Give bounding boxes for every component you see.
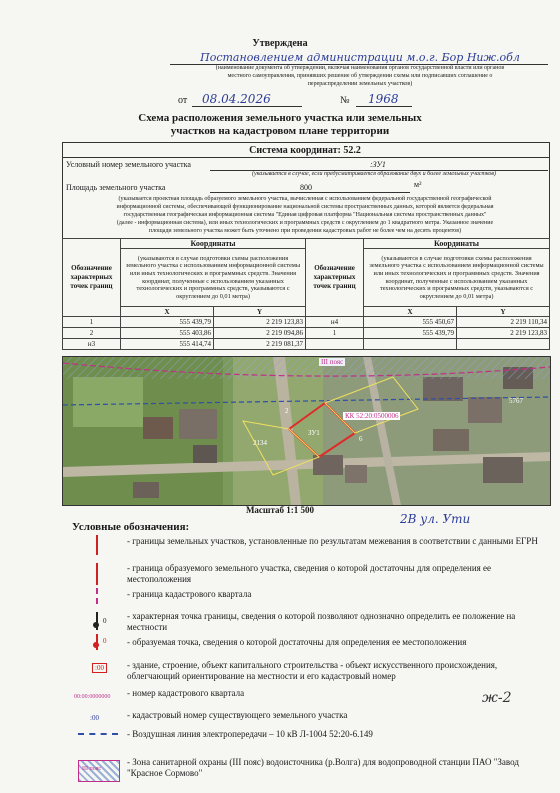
table-cell: 2 219 123,83	[457, 328, 550, 339]
egrn-boundary-symbol	[96, 535, 98, 555]
legend-power-line: - Воздушная линия электропередачи – 10 кВ Л-1004 52:20-6.149	[127, 729, 373, 739]
table-cell: 2 219 110,34	[457, 317, 550, 328]
legend-quarter-boundary: - граница кадастрового квартала	[127, 589, 252, 599]
table-cell: 2 219 081,37	[214, 339, 306, 350]
number-prefix: №	[340, 95, 350, 106]
approval-number: 1968	[368, 92, 399, 106]
approval-caption-2: местного самоуправления, принявших решение об утверждении схемы или подписавших соглашение о	[227, 73, 493, 79]
legend-egrn-boundary: - границы земельных участков, установленные по результатам межевания в соответствии с данными ЕГРН	[127, 536, 538, 546]
x-header-right: X	[364, 307, 457, 317]
new-point-dot-icon	[93, 642, 99, 648]
date-prefix: от	[178, 95, 188, 106]
table-cell: 555 439,79	[121, 317, 214, 328]
table-cell: 555 439,79	[364, 328, 457, 339]
map-scale: Масштаб 1:1 500	[245, 505, 315, 515]
area-unit: м²	[414, 180, 422, 189]
point-header-left: Обозначение характерных точек границ	[63, 239, 121, 317]
map-parcel-label: 2134	[253, 439, 267, 447]
legend-title: Условные обозначения:	[72, 521, 190, 533]
area-note-1: (указывается проектная площадь образуемого земельного участка, вычисленная с использованием федеральной государственной географической	[118, 196, 492, 202]
y-header-right: Y	[457, 307, 550, 317]
map-point-label: 6	[359, 435, 363, 443]
approval-document-handwritten: Постановлением администрации м.о.г. Бор Ниж.обл	[200, 51, 520, 64]
coords-header-left: Координаты	[121, 239, 306, 249]
approval-date: 08.04.2026	[202, 92, 271, 106]
x-header-left: X	[121, 307, 214, 317]
power-line-symbol	[78, 733, 118, 735]
coordinate-system: Система координат: 52.2	[249, 145, 361, 156]
table-cell	[306, 339, 364, 350]
conditional-number-value: :ЗУ1	[370, 160, 386, 169]
area-label: Площадь земельного участка	[66, 183, 166, 192]
handwritten-address: 2В ул. Ути	[400, 512, 471, 526]
table-cell: н3	[63, 339, 121, 350]
approval-heading: Утверждена	[252, 38, 308, 49]
coordinates-table	[62, 238, 550, 350]
approval-caption-1: (наименование документа об утверждении, включая наименования органов государственной власти или органов	[215, 65, 505, 71]
y-header-left: Y	[214, 307, 306, 317]
quarter-number-symbol: 00:00:0000000	[74, 694, 111, 700]
title-line-2: участков на кадастровом плане территории	[170, 125, 390, 137]
table-cell: 1	[63, 317, 121, 328]
table-cell: 555 414,74	[121, 339, 214, 350]
title-line-1: Схема расположения земельного участка или земельных	[138, 112, 422, 124]
margin-handwriting: ж-2	[482, 690, 512, 706]
table-cell: н4	[306, 317, 364, 328]
building-symbol: :00	[92, 663, 107, 673]
area-note-3: государственная географическая информационная система "Единая цифровая платформа "Национальная система пространственных данных"	[123, 212, 487, 218]
area-value: 800	[300, 183, 312, 192]
known-point-dot-icon	[93, 622, 99, 628]
legend-parcel-number: - кадастровый номер существующего земельного участка	[127, 710, 348, 720]
table-cell: 1	[306, 328, 364, 339]
table-cell: 2	[63, 328, 121, 339]
parcel-number-symbol: :00	[90, 714, 99, 722]
map-point-label: 2	[285, 407, 289, 415]
quarter-boundary-symbol	[96, 588, 98, 604]
coords-header-right: Координаты	[364, 239, 550, 249]
table-cell	[364, 339, 457, 350]
cadastral-map	[62, 356, 551, 506]
table-cell: 2 219 094,86	[214, 328, 306, 339]
coords-note-right: (указываются в случае подготовки схемы расположения земельного участка с использованием информационной системы или иных технологических и программных средств. Значения координат, полученные с использованием указанных технологических и программных средств, указываются с округлением до 0,01 метра)	[364, 249, 550, 307]
known-point-symbol-text: 0	[103, 617, 107, 625]
map-image	[63, 357, 550, 505]
point-header-right: Обозначение характерных точек границ	[306, 239, 364, 317]
table-cell: 2 219 123,83	[214, 317, 306, 328]
sanitary-zone-symbol-text: III пояс	[82, 766, 102, 772]
coords-note-left: (указываются в случае подготовки схемы расположения земельного участка с использованием информационной системы или иных технологических и программных средств. Значения координат, полученные с использованием указанных технологических и программных средств, указываются с округлением до 0,01 метра)	[121, 249, 306, 307]
legend-quarter-number: - номер кадастрового квартала	[127, 688, 245, 698]
legend-new-point: - образуемая точка, сведения о которой достаточны для определения ее местоположения	[127, 637, 467, 647]
table-cell	[457, 339, 550, 350]
approval-caption-3: перераспределении земельных участков)	[307, 81, 413, 87]
conditional-number-note: (указывается в случае, если предусматривается образование двух и более земельных участков)	[251, 171, 497, 177]
map-parcel-label: 5767	[509, 397, 523, 405]
legend-new-boundary: - граница образуемого земельного участка, сведения о которой достаточны для определения ее местоположения	[127, 563, 492, 584]
new-point-symbol-text: 0	[103, 637, 107, 645]
table-cell: 555 403,86	[121, 328, 214, 339]
map-quarter-label: КК 52:20:0500006	[345, 412, 399, 420]
area-note-2: информационной системы, обеспечивающей функционирование национальной системы пространственных данных, которой является федеральная	[116, 204, 494, 210]
area-note-4: (далее - информационная система), или иных технологических и программных средств с округлением до 1 квадратного метра. Указанное значение	[116, 220, 494, 226]
legend-known-point: - характерная точка границы, сведения о которой позволяют однозначно определить ее положение на местности	[127, 611, 516, 632]
legend-building: - здание, строение, объект капитального строительства - объект искусственного происхождения, облегчающий ориентирование на местности и его кадастровый номер	[127, 660, 498, 681]
table-cell: 555 450,67	[364, 317, 457, 328]
conditional-number-label: Условный номер земельного участка	[66, 160, 191, 169]
map-parcel-label: ЗУ1	[308, 429, 320, 437]
map-zone-label: III пояс	[321, 358, 344, 366]
new-boundary-symbol	[96, 563, 98, 585]
legend-sanitary-zone: - Зона санитарной охраны (III пояс) водоисточника (р.Волга) для водопроводной станции ПАО "Завод "Красное Сормово"	[127, 757, 519, 778]
area-note-5: площади земельного участка может быть уточнено при проведении кадастровых работ не более чем на десять процентов)	[148, 228, 462, 234]
